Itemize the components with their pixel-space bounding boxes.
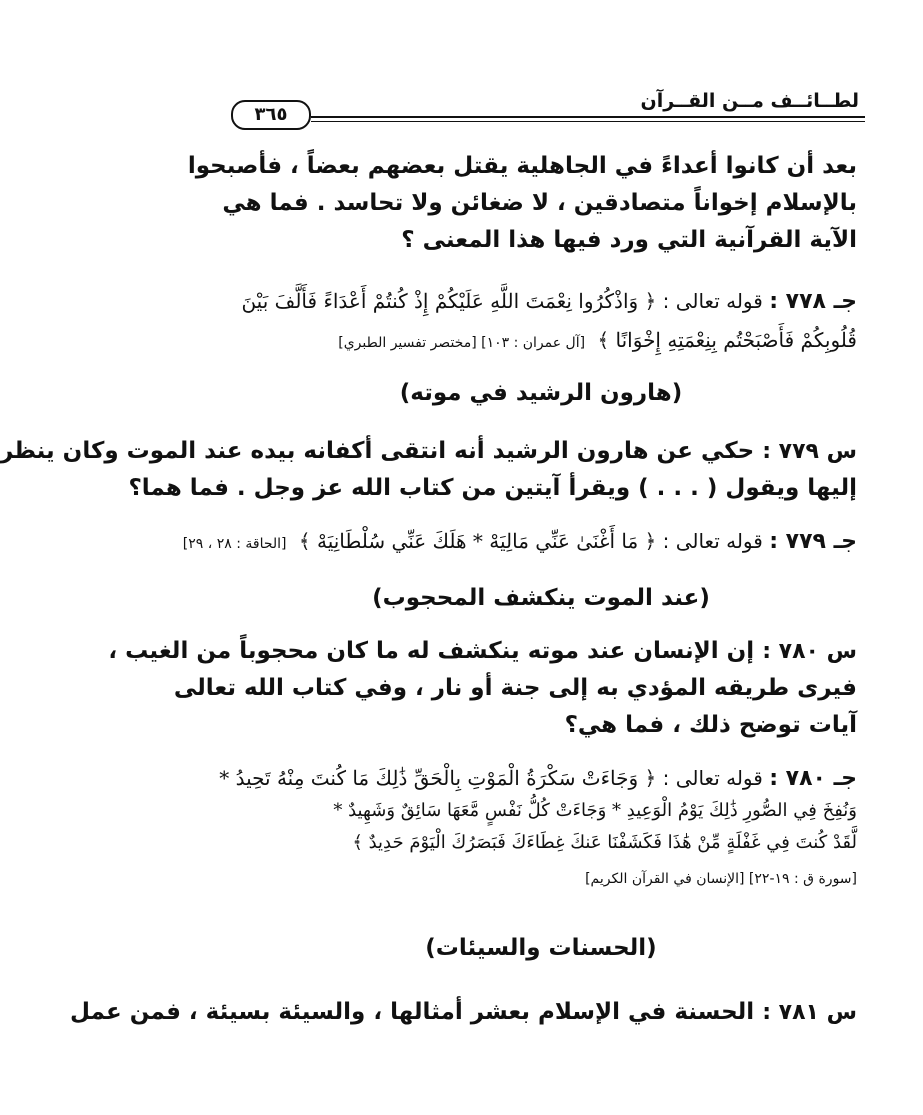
question-777-continuation	[187, 148, 857, 259]
page-number-badge: ٣٦٥	[231, 100, 311, 130]
answer-label: جـ ٧٨٠ :	[769, 766, 857, 791]
quran-verse: ﴿ وَاذْكُرُوا نِعْمَتَ اللَّهِ عَلَيْكُمْ إِذْ كُنتُمْ أَعْدَاءً فَأَلَّفَ بَيْنَ	[241, 289, 657, 313]
answer-778	[225, 282, 857, 362]
quran-verse: قُلُوبِكُمْ فَأَصْبَحْتُم بِنِعْمَتِهِ إِخْوَانًا ﴾	[597, 328, 857, 352]
text-line: بالإسلام إخواناً متصادقين ، لا ضغائن ولا تحاسد . فما هي	[222, 190, 857, 216]
question-label: س ٧٨١ :	[762, 1000, 857, 1025]
question-text: حكي عن هارون الرشيد أنه انتقى أكفانه بيده عند الموت وكان ينظر	[0, 438, 755, 464]
answer-779	[182, 522, 857, 563]
quran-verse: ﴿ مَا أَغْنَىٰ عَنِّي مَالِيَهْ * هَلَكَ عَنِّي سُلْطَانِيَهْ ﴾	[298, 529, 657, 553]
section-title: (هارون الرشيد في موته)	[399, 380, 683, 406]
source-reference: [سورة ق : ١٩-٢٢] [الإنسان في القرآن الكريم]	[585, 871, 857, 887]
answer-line	[225, 282, 857, 321]
book-title: لطــائــف مــن القــرآن	[640, 90, 859, 112]
question-line	[0, 433, 857, 470]
question-779	[0, 433, 857, 507]
question-text: الحسنة في الإسلام بعشر أمثالها ، والسيئة بسيئة ، فمن عمل	[70, 999, 755, 1025]
answer-label: جـ ٧٧٩ :	[769, 529, 857, 554]
question-label: س ٧٨٠ :	[762, 639, 857, 664]
question-line	[108, 633, 857, 670]
quran-verse: ﴿ وَجَاءَتْ سَكْرَةُ الْمَوْتِ بِالْحَقِّ ذَٰلِكَ مَا كُنتَ مِنْهُ تَحِيدُ *	[219, 766, 657, 790]
question-text: إن الإنسان عند موته ينكشف له ما كان محجوباً من الغيب ،	[108, 638, 755, 664]
text-line: بعد أن كانوا أعداءً في الجاهلية يقتل بعضهم بعضاً ، فأصبحوا	[187, 153, 857, 179]
section-title: (عند الموت ينكشف المحجوب)	[372, 585, 710, 611]
page-header	[225, 86, 865, 126]
question-line: إليها ويقول ( . . . ) ويقرأ آيتين من كتاب الله عز وجل . فما هما؟	[128, 475, 857, 501]
answer-label: جـ ٧٧٨ :	[769, 289, 857, 314]
quran-verse: وَنُفِخَ فِي الصُّورِ ذَٰلِكَ يَوْمُ الْوَعِيدِ * وَجَاءَتْ كُلُّ نَفْسٍ مَّعَهَا سَائِقٌ وَشَهِيدٌ *	[333, 800, 857, 821]
answer-line	[182, 522, 857, 563]
question-780	[108, 633, 857, 744]
answer-line	[219, 762, 857, 795]
question-781	[70, 994, 857, 1031]
question-line: فيرى طريقه المؤدي به إلى جنة أو نار ، وفي كتاب الله تعالى	[173, 675, 857, 701]
question-label: س ٧٧٩ :	[762, 439, 857, 464]
answer-lead: قوله تعالى :	[662, 289, 763, 313]
header-rule	[311, 116, 865, 118]
question-line	[70, 994, 857, 1031]
source-reference: [آل عمران : ١٠٣] [مختصر تفسير الطبري]	[338, 335, 586, 351]
source-reference: [الحاقة : ٢٨ ، ٢٩]	[182, 536, 287, 552]
question-line: آيات توضح ذلك ، فما هي؟	[564, 712, 857, 738]
text-line: الآية القرآنية التي ورد فيها هذا المعنى ؟	[401, 227, 857, 253]
answer-line	[225, 321, 857, 362]
quran-verse: لَّقَدْ كُنتَ فِي غَفْلَةٍ مِّنْ هَٰذَا فَكَشَفْنَا عَنكَ غِطَاءَكَ فَبَصَرُكَ الْيَوْمَ حَدِيدٌ ﴾	[352, 832, 857, 853]
section-title: (الحسنات والسيئات)	[425, 935, 657, 961]
answer-780	[219, 762, 857, 891]
answer-lead: قوله تعالى :	[662, 766, 763, 790]
header-rule-thin	[311, 121, 865, 122]
answer-lead: قوله تعالى :	[662, 529, 763, 553]
